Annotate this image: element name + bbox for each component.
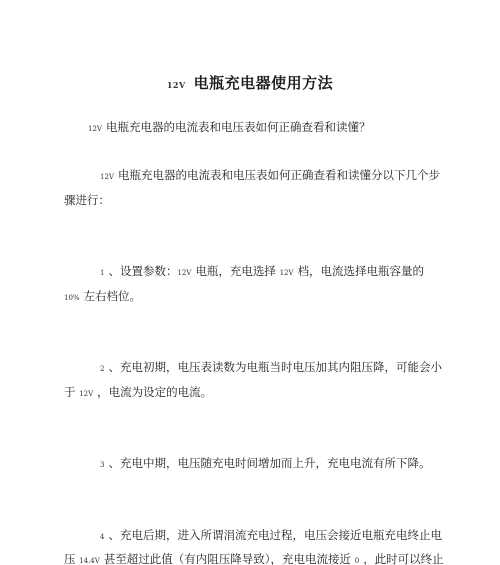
step-2-voltage: 12V: [79, 390, 94, 398]
step-1-voltage-a: 12V: [177, 269, 192, 277]
step-1-line-1: [100, 263, 424, 281]
subtitle-question: [88, 119, 370, 137]
step-3-number: 3: [100, 461, 105, 469]
step-1-voltage-b: 12V: [279, 269, 294, 277]
step-4-text-a: 、充电后期，进入所谓涓流充电过程，电压会接近电瓶充电终止电: [108, 528, 442, 542]
step-3-line-1: [100, 455, 430, 473]
title-voltage-prefix: 12V: [166, 80, 186, 90]
step-4-text-c: 甚至超过此值（有内阻压降导致），充电电流接近: [103, 552, 352, 565]
step-1-line-2: [64, 288, 141, 306]
step-1-text-c: 档，电流选择电瓶容量的: [297, 264, 425, 278]
step-4-number: 4: [100, 533, 105, 541]
step-2-text-c: ，电流为设定的电流。: [97, 385, 213, 399]
step-2-number: 2: [100, 365, 105, 373]
step-3-text-a: 、充电中期，电压随充电时间增加而上升，充电电流有所下降。: [108, 456, 431, 470]
step-4-text-b: 压: [64, 552, 76, 565]
step-4-text-d: ，此时可以终止: [363, 552, 444, 565]
intro-paragraph-line-2: [64, 192, 110, 208]
subtitle-voltage-prefix: 12V: [88, 125, 102, 133]
step-4-voltage: 14.4V: [79, 557, 100, 565]
step-2-line-1: [100, 359, 442, 377]
intro-text-1: 电瓶充电器的电流表和电压表如何正确查看和读懂分以下几个步: [117, 168, 440, 182]
step-2-line-2: [64, 384, 212, 402]
page-title: [0, 72, 500, 93]
step-1-text-a: 、设置参数：: [108, 264, 178, 278]
step-1-text-b: 电瓶，充电选择: [195, 264, 276, 278]
subtitle-text: 电瓶充电器的电流表和电压表如何正确查看和读懂？: [105, 120, 371, 134]
step-1-percent: 10%: [64, 294, 80, 302]
intro-text-2: 骤进行：: [64, 193, 110, 207]
step-1-text-d: 左右档位。: [83, 289, 142, 303]
intro-voltage-prefix: 12V: [100, 173, 114, 181]
step-2-text-a: 、充电初期，电压表读数为电瓶当时电压加其内阻压降，可能会小: [108, 360, 442, 374]
step-4-line-2: [64, 551, 444, 565]
title-text: 电瓶充电器使用方法: [193, 74, 334, 92]
intro-paragraph-line-1: [100, 167, 440, 185]
step-2-text-b: 于: [64, 385, 76, 399]
step-1-number: 1: [100, 269, 105, 277]
step-4-line-1: [100, 527, 442, 545]
step-4-zero: 0: [354, 557, 360, 565]
